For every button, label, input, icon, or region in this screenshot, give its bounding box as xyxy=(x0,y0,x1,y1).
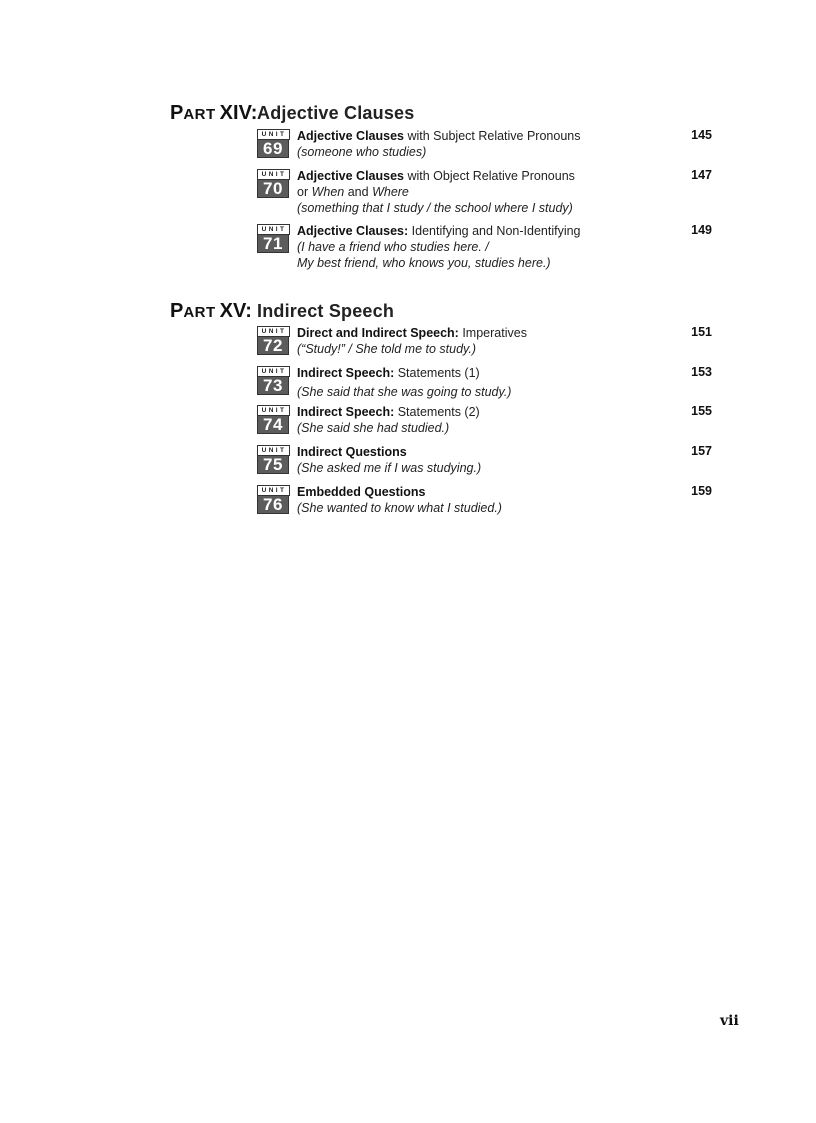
unit-text xyxy=(297,404,677,436)
line2-and: and xyxy=(344,185,373,199)
unit-badge xyxy=(257,366,289,396)
part-header xyxy=(170,102,730,128)
unit-example: (someone who studies) xyxy=(297,145,427,159)
unit-title-bold: Direct and Indirect Speech: xyxy=(297,326,459,340)
page-number: 147 xyxy=(691,168,712,182)
part-title: Adjective Clauses xyxy=(257,103,415,123)
unit-example: (She wanted to know what I studied.) xyxy=(297,501,502,515)
line2-where: Where xyxy=(372,185,409,199)
unit-example: (She said she had studied.) xyxy=(297,421,450,435)
unit-text xyxy=(297,365,677,400)
part-word-initial: P xyxy=(170,102,184,124)
part-label xyxy=(170,300,252,323)
line2-prefix: or xyxy=(297,185,312,199)
part-header xyxy=(170,300,730,326)
unit-badge-label: UNIT xyxy=(257,366,290,377)
part-xv-section xyxy=(170,300,730,515)
unit-number: 75 xyxy=(257,456,289,474)
unit-badge-label: UNIT xyxy=(257,169,290,180)
unit-number: 71 xyxy=(257,235,289,253)
part-title: Indirect Speech xyxy=(257,301,395,321)
page-folio: vii xyxy=(720,1013,739,1029)
unit-text xyxy=(297,168,677,216)
unit-number: 69 xyxy=(257,140,289,158)
unit-badge-label: UNIT xyxy=(257,326,290,337)
unit-number: 73 xyxy=(257,377,289,395)
unit-example: (She said that she was going to study.) xyxy=(297,385,512,399)
unit-title-bold: Adjective Clauses xyxy=(297,129,404,143)
part-numeral: XIV: xyxy=(219,102,258,124)
part-label xyxy=(170,102,257,125)
unit-number: 74 xyxy=(257,416,289,434)
unit-title-rest: Statements (2) xyxy=(394,405,480,419)
unit-text xyxy=(297,325,677,357)
unit-title-bold: Indirect Speech: xyxy=(297,405,395,419)
unit-number: 70 xyxy=(257,180,289,198)
unit-badge-label: UNIT xyxy=(257,405,290,416)
unit-badge xyxy=(257,224,289,254)
unit-title-bold: Adjective Clauses: xyxy=(297,224,409,238)
unit-title-bold: Indirect Speech: xyxy=(297,366,395,380)
unit-badge-label: UNIT xyxy=(257,129,290,140)
unit-badge xyxy=(257,405,289,435)
unit-title-line2 xyxy=(297,184,677,200)
unit-badge-label: UNIT xyxy=(257,224,290,235)
page-number: 149 xyxy=(691,223,712,237)
unit-example: (She asked me if I was studying.) xyxy=(297,461,482,475)
unit-example: My best friend, who knows you, studies here.) xyxy=(297,256,551,270)
unit-text xyxy=(297,484,677,516)
unit-badge xyxy=(257,326,289,356)
unit-text xyxy=(297,223,677,271)
unit-title-rest: with Object Relative Pronouns xyxy=(404,169,575,183)
page-number: 153 xyxy=(691,365,712,379)
line2-when: When xyxy=(311,185,345,199)
unit-badge-label: UNIT xyxy=(257,485,290,496)
unit-title-rest: Imperatives xyxy=(458,326,527,340)
unit-text xyxy=(297,444,677,476)
page-number: 157 xyxy=(691,444,712,458)
unit-badge xyxy=(257,485,289,515)
unit-badge-label: UNIT xyxy=(257,445,290,456)
unit-example: (I have a friend who studies here. / xyxy=(297,240,489,254)
page-number: 159 xyxy=(691,484,712,498)
page-number: 145 xyxy=(691,128,712,142)
unit-title-bold: Adjective Clauses xyxy=(297,169,404,183)
unit-number: 76 xyxy=(257,496,289,514)
unit-title-rest: Identifying and Non-Identifying xyxy=(408,224,581,238)
part-word-rest: ART xyxy=(183,304,216,321)
page-number: 155 xyxy=(691,404,712,418)
page-number: 151 xyxy=(691,325,712,339)
unit-number: 72 xyxy=(257,337,289,355)
unit-title-rest: with Subject Relative Pronouns xyxy=(404,129,581,143)
unit-example: (something that I study / the school where I study) xyxy=(297,201,573,215)
unit-badge xyxy=(257,129,289,159)
unit-badge xyxy=(257,445,289,475)
unit-badge xyxy=(257,169,289,199)
part-word-initial: P xyxy=(170,300,184,322)
part-xiv-section xyxy=(170,102,730,270)
unit-title-bold: Indirect Questions xyxy=(297,445,407,459)
unit-title-rest: Statements (1) xyxy=(394,366,480,380)
unit-example: (“Study!” / She told me to study.) xyxy=(297,342,477,356)
unit-text xyxy=(297,128,677,160)
part-numeral: XV: xyxy=(219,300,252,322)
part-word-rest: ART xyxy=(183,106,216,123)
unit-title-bold: Embedded Questions xyxy=(297,485,426,499)
